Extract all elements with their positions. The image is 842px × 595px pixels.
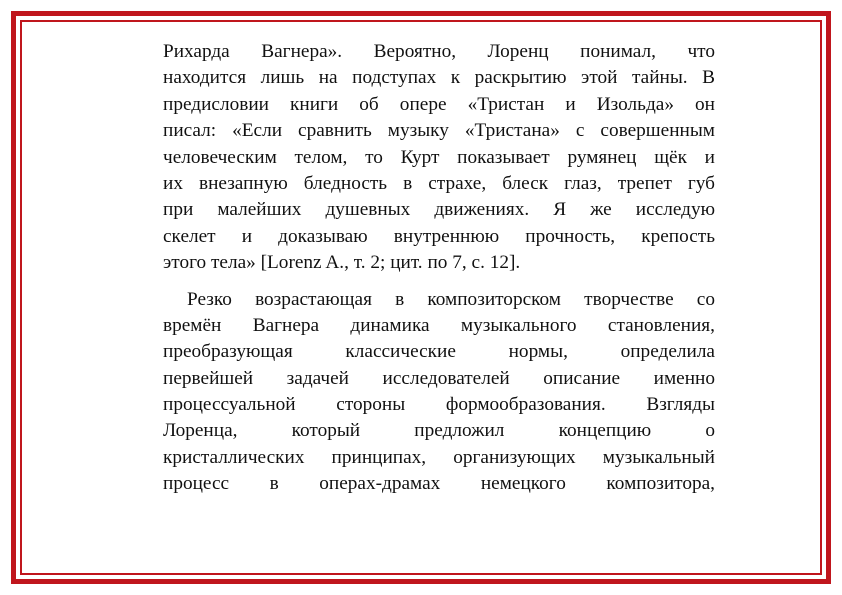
paragraph-2 bbox=[163, 287, 715, 498]
text-line: времён Вагнера динамика музыкального становления, bbox=[163, 314, 715, 336]
text-line: Рихарда Вагнера». Вероятно, Лоренц понимал, что bbox=[163, 41, 715, 62]
paragraph-spacing bbox=[163, 277, 715, 287]
text-line: этого тела» [Lorenz A., т. 2; цит. по 7, с. 12]. bbox=[163, 252, 521, 274]
text-line: их внезапную бледность в страхе, блеск глаз, трепет губ bbox=[163, 172, 715, 194]
text-line: писал: «Если сравнить музыку «Тристана» с совершенным bbox=[163, 120, 715, 142]
paragraph-1 bbox=[163, 39, 715, 277]
text-line: кристаллических принципах, организующих музыкальный bbox=[163, 446, 715, 468]
text-line: процесс в операх-драмах немецкого композитора, bbox=[163, 473, 715, 495]
text-line: преобразующая классические нормы, определила bbox=[163, 341, 715, 363]
slide-text bbox=[163, 39, 715, 498]
text-line: человеческим телом, то Курт показывает румянец щёк и bbox=[163, 146, 715, 168]
text-line: предисловии книги об опере «Тристан и Изольда» он bbox=[163, 93, 715, 115]
text-line: находится лишь на подступах к раскрытию этой тайны. В bbox=[163, 67, 715, 89]
text-line: Резко возрастающая в композиторском творчестве со bbox=[187, 288, 715, 310]
text-line: при малейших душевных движениях. Я же исследую bbox=[163, 199, 715, 221]
text-line: процессуальной стороны формообразования. Взгляды bbox=[163, 394, 715, 416]
text-line: первейшей задачей исследователей описание именно bbox=[163, 367, 715, 389]
text-line: скелет и доказываю внутреннюю прочность, крепость bbox=[163, 225, 715, 247]
text-line: Лоренца, который предложил концепцию о bbox=[163, 420, 715, 442]
